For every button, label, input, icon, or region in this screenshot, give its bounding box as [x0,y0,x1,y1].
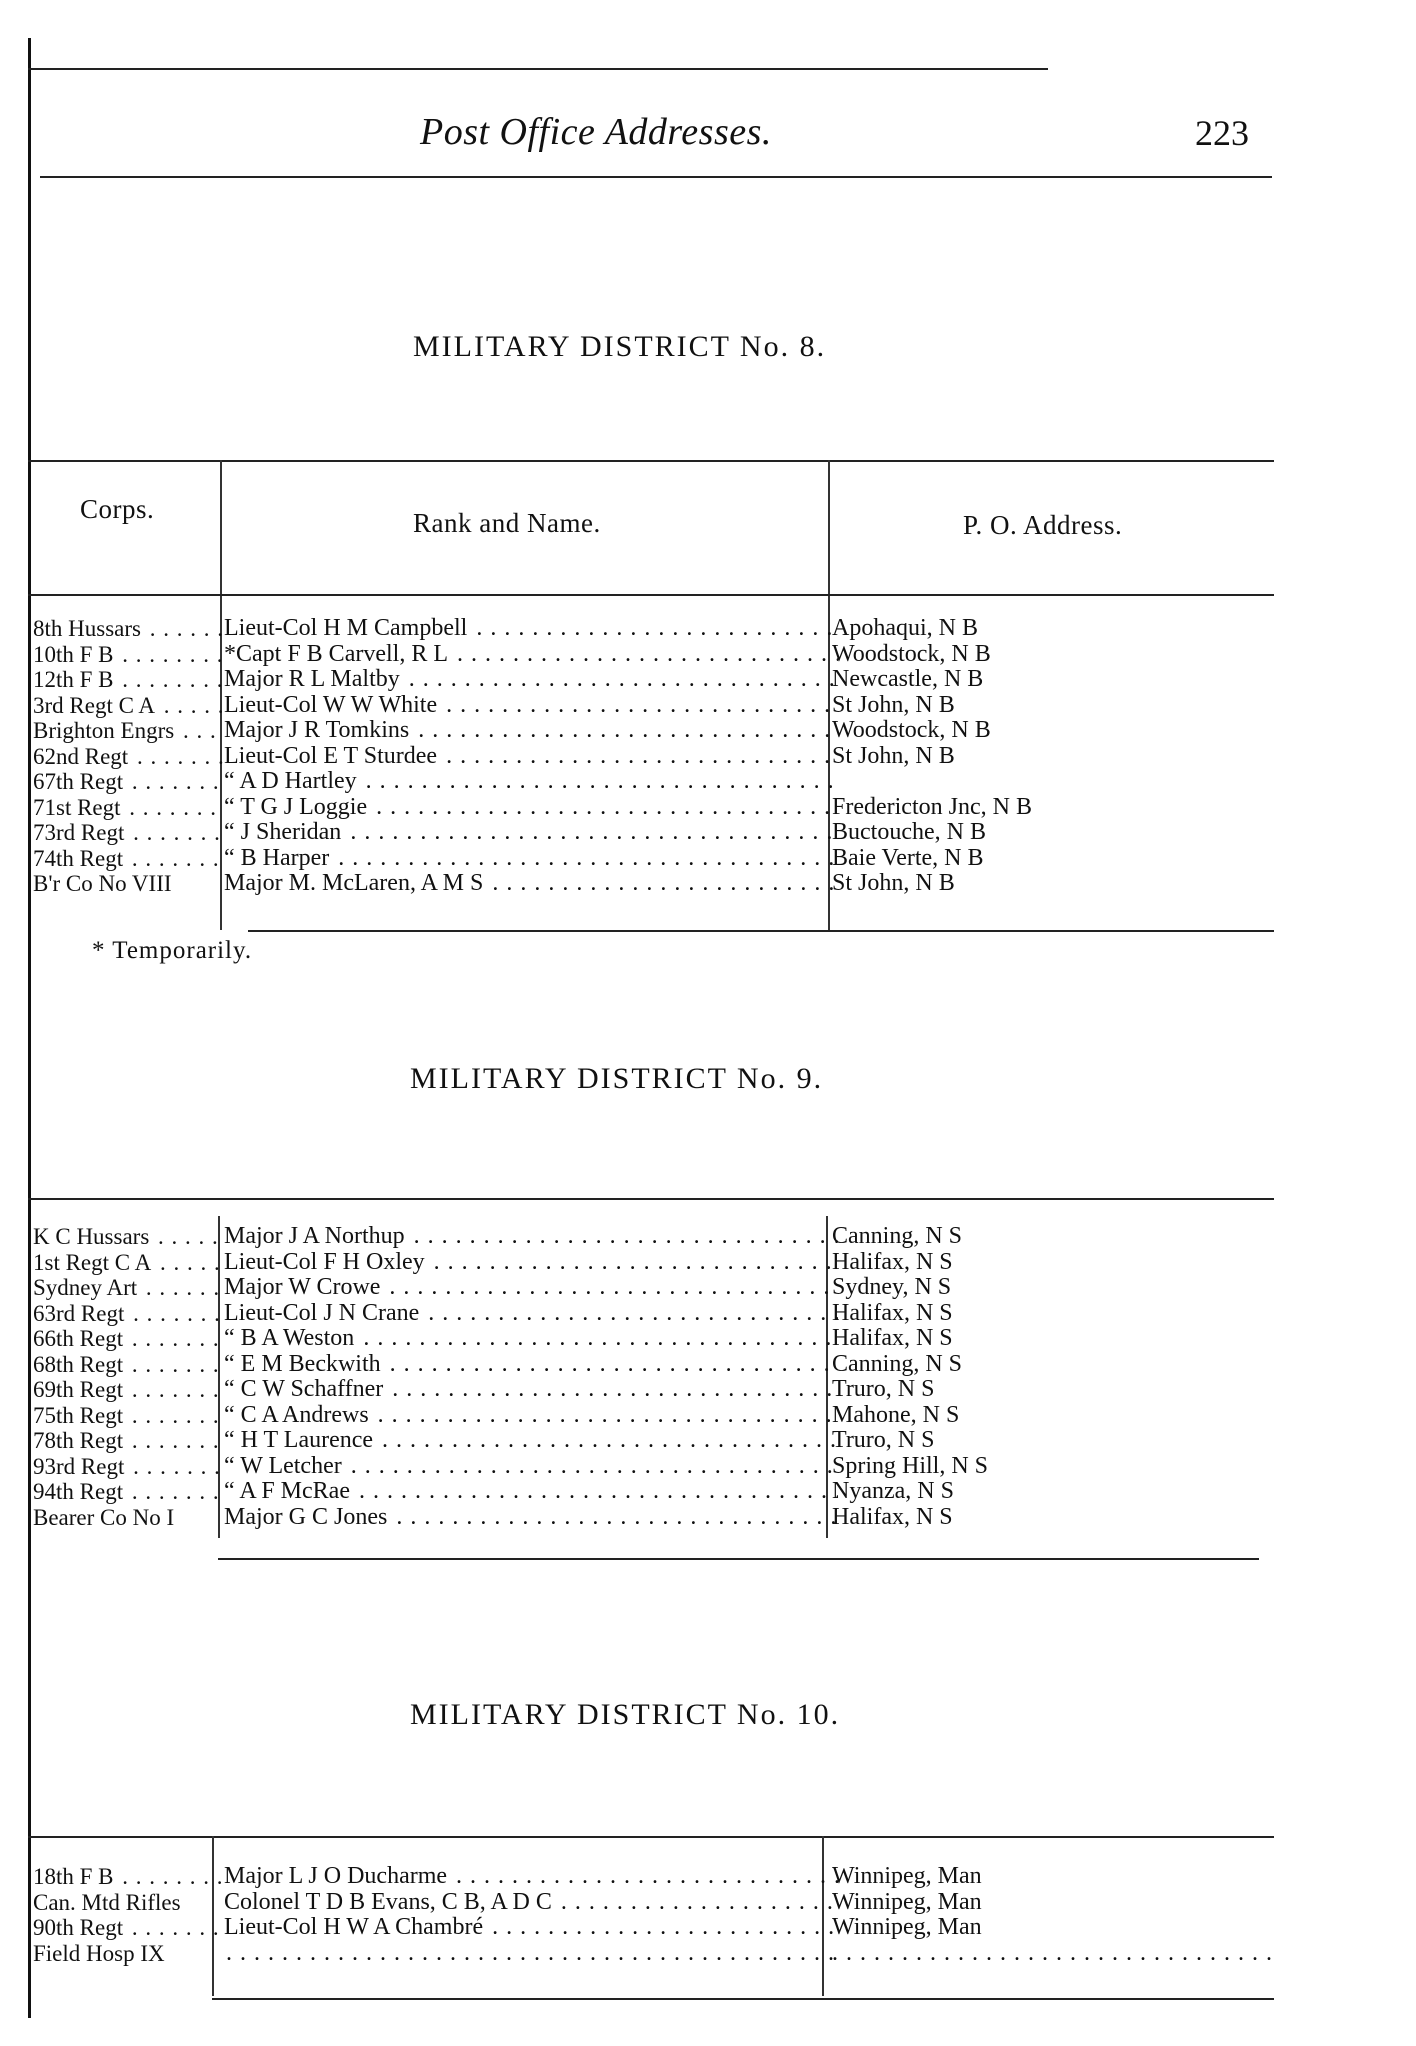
table-row [28,1505,1274,1531]
running-title: Post Office Addresses. [420,111,772,153]
rank-name-cell: Major R L Maltby . . . [224,667,838,692]
address-cell: Spring Hill, N S [832,1453,989,1479]
address-cell: Canning, N S [832,1224,963,1249]
rank-name-cell: Major L J O Ducharme . . . [224,1864,838,1889]
address-cell: Woodstock, N B [832,641,991,667]
table-row [28,667,1274,693]
address-cell: Winnipeg, Man [832,1889,982,1915]
corps-cell: 12th F B . . . [33,667,233,692]
table-row [28,1864,1274,1890]
rank-name-cell: “ A D Hartley . . . [224,769,838,794]
address-cell: Fredericton Jnc, N B [832,794,1032,820]
table-row [28,1224,1274,1250]
corps-cell: Field Hosp IX [33,1940,165,1966]
corps-cell: 63rd Regt . . . [33,1301,233,1326]
table-row [28,1454,1274,1480]
corps-cell: 66th Regt . . . [33,1326,233,1351]
address-cell: Canning, N S [832,1351,963,1377]
corps-cell: 67th Regt . . . [33,769,233,794]
table-row [28,1275,1274,1301]
column-header-rule [28,594,1274,596]
district-table-9 [28,1188,1274,1568]
table-row [28,820,1274,846]
table-row [28,616,1274,642]
corps-cell: Can. Mtd Rifles [33,1889,181,1915]
address-cell: Winnipeg, Man [832,1864,982,1889]
table-row [28,769,1274,795]
table-top-rule [28,460,1274,462]
address-cell: Halifax, N S [832,1326,953,1351]
corps-cell: B'r Co No VIII [33,871,172,896]
address-cell: Halifax, N S [832,1300,953,1326]
address-cell [832,1941,1272,1966]
table-bottom-rule [212,1998,1274,2000]
address-cell: Baie Verte, N B [832,845,984,871]
address-cell: Apohaqui, N B [832,616,978,641]
corps-cell: Bearer Co No I [33,1504,175,1530]
address-cell: St John, N B [832,743,955,769]
district-heading-8: MILITARY DISTRICT No. 8. [413,330,827,363]
address-cell: St John, N B [832,692,955,718]
corps-cell: 18th F B . . . [33,1864,233,1889]
district-table-10 [28,1822,1274,2002]
footnote: * Temporarily. [92,937,253,964]
corps-cell: 73rd Regt . . . [33,820,233,845]
table-row [28,1301,1274,1327]
address-cell: Winnipeg, Man [832,1915,982,1940]
corps-cell: Brighton Engrs . . . [33,718,233,743]
corps-cell: 75th Regt . . . [33,1403,233,1428]
column-header-address: P. O. Address. [963,510,1123,540]
table-row [28,1403,1274,1429]
address-cell: Woodstock, N B [832,718,991,743]
rank-name-cell: Colonel T D B Evans, C B, A D C . . . [224,1890,838,1915]
rank-name-cell: Major W Crowe . . . [224,1275,838,1300]
address-cell: Buctouche, N B [832,820,986,845]
corps-cell: 10th F B . . . [33,642,233,667]
table-top-rule [28,1836,1274,1838]
district-table-8 [28,448,1274,932]
column-header-rank-name: Rank and Name. [413,508,601,538]
table-row [28,1326,1274,1352]
table-row [28,1915,1274,1941]
table-row [28,744,1274,770]
corps-cell: 8th Hussars . . . [33,616,233,641]
top-rule [28,68,1048,70]
table-body [28,1864,1274,1966]
table-row [28,1428,1274,1454]
corps-cell: 3rd Regt C A . . . [33,693,233,718]
corps-cell: 62nd Regt . . . [33,744,233,769]
rank-name-cell: Lieut-Col F H Oxley . . . [224,1250,838,1275]
rank-name-cell: Lieut-Col H M Campbell . . . [224,616,838,641]
rank-name-cell: “ C W Schaffner . . . [224,1377,838,1402]
table-row [28,1941,1274,1967]
rank-name-cell [224,1941,838,1966]
corps-cell: Sydney Art . . . [33,1275,233,1300]
rank-name-cell: “ B Harper . . . [224,846,838,871]
corps-cell: 78th Regt . . . [33,1428,233,1453]
corps-cell: 93rd Regt . . . [33,1454,233,1479]
rank-name-cell: “ H T Laurence . . . [224,1428,838,1453]
rank-name-cell: “ J Sheridan . . . [224,820,838,845]
column-header-corps: Corps. [80,494,155,524]
rank-name-cell: “ A F McRae . . . [224,1479,838,1504]
rank-name-cell: *Capt F B Carvell, R L . . . [224,642,838,667]
rank-name-cell: “ B A Weston . . . [224,1326,838,1351]
rank-name-cell: Lieut-Col J N Crane . . . [224,1301,838,1326]
rank-name-cell: “ C A Andrews . . . [224,1403,838,1428]
district-heading-9: MILITARY DISTRICT No. 9. [410,1062,824,1095]
address-cell: Truro, N S [832,1428,935,1453]
address-cell: St John, N B [832,871,955,896]
district-heading-10: MILITARY DISTRICT No. 10. [410,1698,841,1731]
table-top-rule [28,1198,1274,1200]
rank-name-cell: Lieut-Col W W White . . . [224,693,838,718]
table-row [28,846,1274,872]
address-cell: Halifax, N S [832,1249,953,1275]
corps-cell: K C Hussars . . . [33,1224,233,1249]
address-cell: Sydney, N S [832,1275,952,1300]
rank-name-cell: “ T G J Loggie . . . [224,795,838,820]
table-row [28,718,1274,744]
address-cell: Newcastle, N B [832,667,984,692]
corps-cell: 90th Regt . . . [33,1915,233,1940]
rank-name-cell: Major J A Northup . . . [224,1224,838,1249]
address-cell: Truro, N S [832,1377,935,1402]
corps-cell: 94th Regt . . . [33,1479,233,1504]
table-row [28,1377,1274,1403]
table-row [28,1890,1274,1916]
page-header [0,110,1416,160]
table-row [28,642,1274,668]
address-cell: Mahone, N S [832,1402,960,1428]
table-row [28,1250,1274,1276]
table-row [28,1479,1274,1505]
rank-name-cell: “ W Letcher . . . [224,1454,838,1479]
page-number: 223 [1195,113,1249,153]
header-rule [40,176,1272,178]
rank-name-cell: Major J R Tomkins . . . [224,718,838,743]
corps-cell: 74th Regt . . . [33,846,233,871]
table-body [28,616,1274,897]
table-row [28,871,1274,897]
table-row [28,795,1274,821]
rank-name-cell: Lieut-Col H W A Chambré . . . [224,1915,838,1940]
corps-cell: 71st Regt . . . [33,795,233,820]
corps-cell: 1st Regt C A . . . [33,1250,233,1275]
rank-name-cell: “ E M Beckwith . . . [224,1352,838,1377]
table-bottom-rule [218,1558,1259,1560]
corps-cell: 69th Regt . . . [33,1377,233,1402]
rank-name-cell: Major M. McLaren, A M S . . . [224,871,838,896]
table-body [28,1224,1274,1530]
table-row [28,693,1274,719]
rank-name-cell: Lieut-Col E T Sturdee . . . [224,744,838,769]
address-cell: Nyanza, N S [832,1479,954,1504]
rank-name-cell: Major G C Jones . . . [224,1505,838,1530]
table-bottom-rule [248,930,1274,932]
table-row [28,1352,1274,1378]
corps-cell: 68th Regt . . . [33,1352,233,1377]
address-cell: Halifax, N S [832,1504,953,1530]
